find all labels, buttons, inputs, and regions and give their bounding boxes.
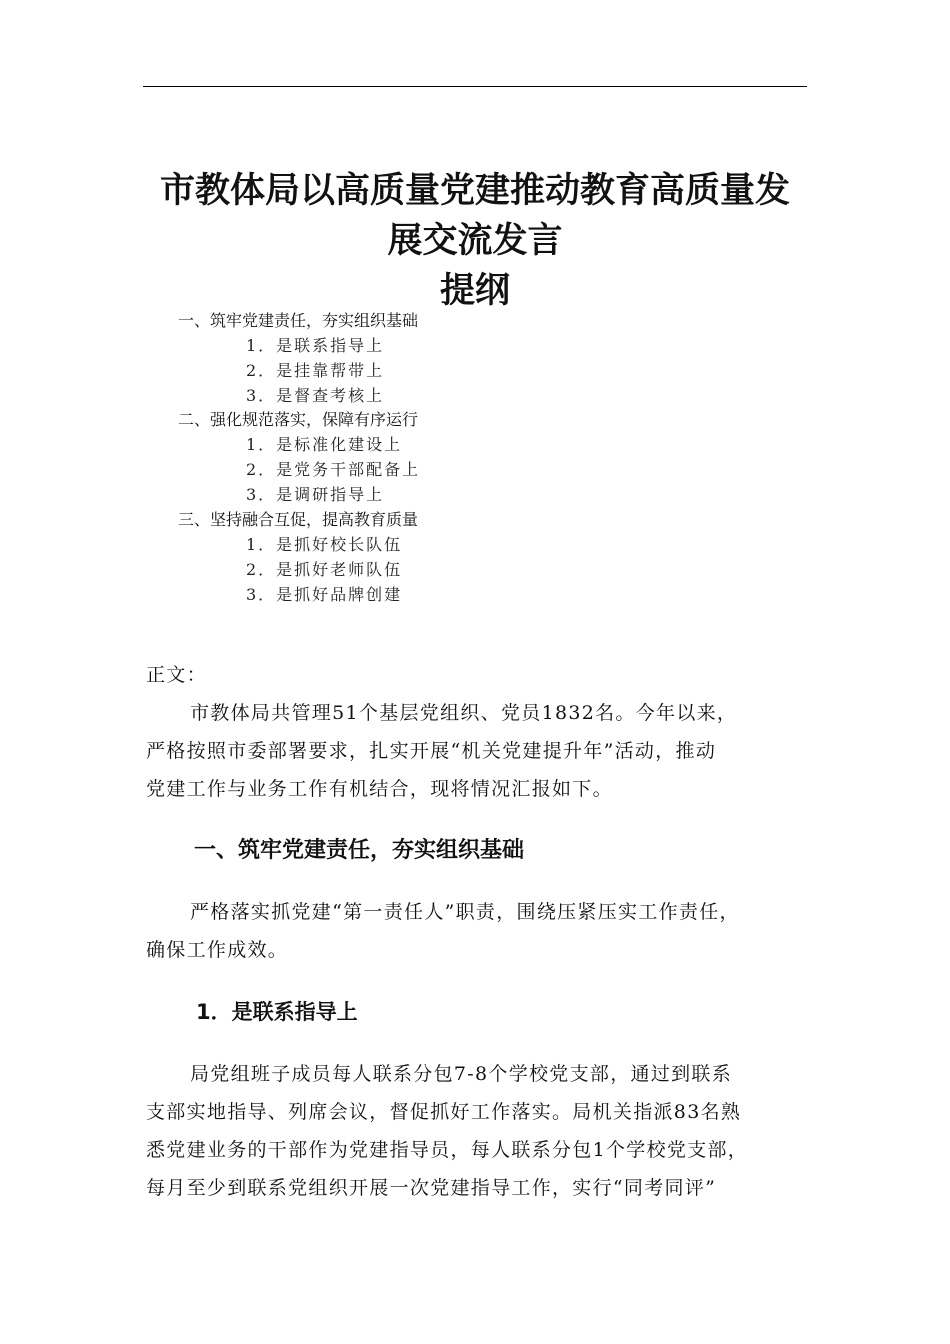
section-heading: 一、筑牢党建责任，夯实组织基础 (194, 838, 525, 863)
outline-item: 3．是督查考核上 (246, 386, 385, 405)
outline-heading: 一、筑牢党建责任，夯实组织基础 (178, 311, 419, 330)
paragraph-line: 严格落实抓党建“第一责任人”职责，围绕压紧压实工作责任， (190, 901, 740, 923)
section1-paragraph (146, 893, 816, 969)
outline-item: 1．是抓好校长队伍 (246, 535, 403, 554)
outline-item: 1．是标准化建设上 (246, 435, 403, 454)
outline-item: 3．是抓好品牌创建 (246, 585, 403, 604)
subsection-heading: 1．是联系指导上 (196, 1000, 358, 1024)
outline-item: 2．是党务干部配备上 (246, 460, 421, 479)
body-label (146, 656, 816, 694)
document-title (100, 166, 850, 316)
outline-item: 2．是抓好老师队伍 (246, 560, 403, 579)
paragraph-line: 党建工作与业务工作有机结合，现将情况汇报如下。 (146, 778, 613, 800)
paragraph-line: 严格按照市委部署要求，扎实开展“机关党建提升年”活动，推动 (146, 740, 717, 762)
intro-paragraph (146, 694, 816, 808)
outline-item: 2．是挂靠帮带上 (246, 361, 385, 380)
outline-item: 3．是调研指导上 (246, 485, 385, 504)
outline-heading: 二、强化规范落实，保障有序运行 (178, 410, 419, 429)
body-label-text: 正文： (146, 664, 207, 686)
paragraph-line: 市教体局共管理51个基层党组织、党员1832名。今年以来， (190, 702, 738, 724)
outline-item: 1．是联系指导上 (246, 336, 385, 355)
paragraph-line: 悉党建业务的干部作为党建指导员，每人联系分包1个学校党支部， (146, 1139, 749, 1161)
title-line: 市教体局以高质量党建推动教育高质量发 (159, 171, 790, 211)
title-line: 提纲 (439, 271, 510, 311)
paragraph-line: 每月至少到联系党组织开展一次党建指导工作，实行“同考同评” (146, 1177, 717, 1199)
paragraph-line: 确保工作成效。 (146, 939, 289, 961)
paragraph-line: 支部实地指导、列席会议，督促抓好工作落实。局机关指派83名熟 (146, 1101, 742, 1123)
title-line: 展交流发言 (387, 221, 563, 261)
sub1-paragraph (146, 1055, 816, 1207)
outline-heading: 三、坚持融合互促，提高教育质量 (178, 510, 419, 529)
header-rule (143, 86, 807, 87)
paragraph-line: 局党组班子成员每人联系分包7-8个学校党支部，通过到联系 (190, 1063, 732, 1085)
